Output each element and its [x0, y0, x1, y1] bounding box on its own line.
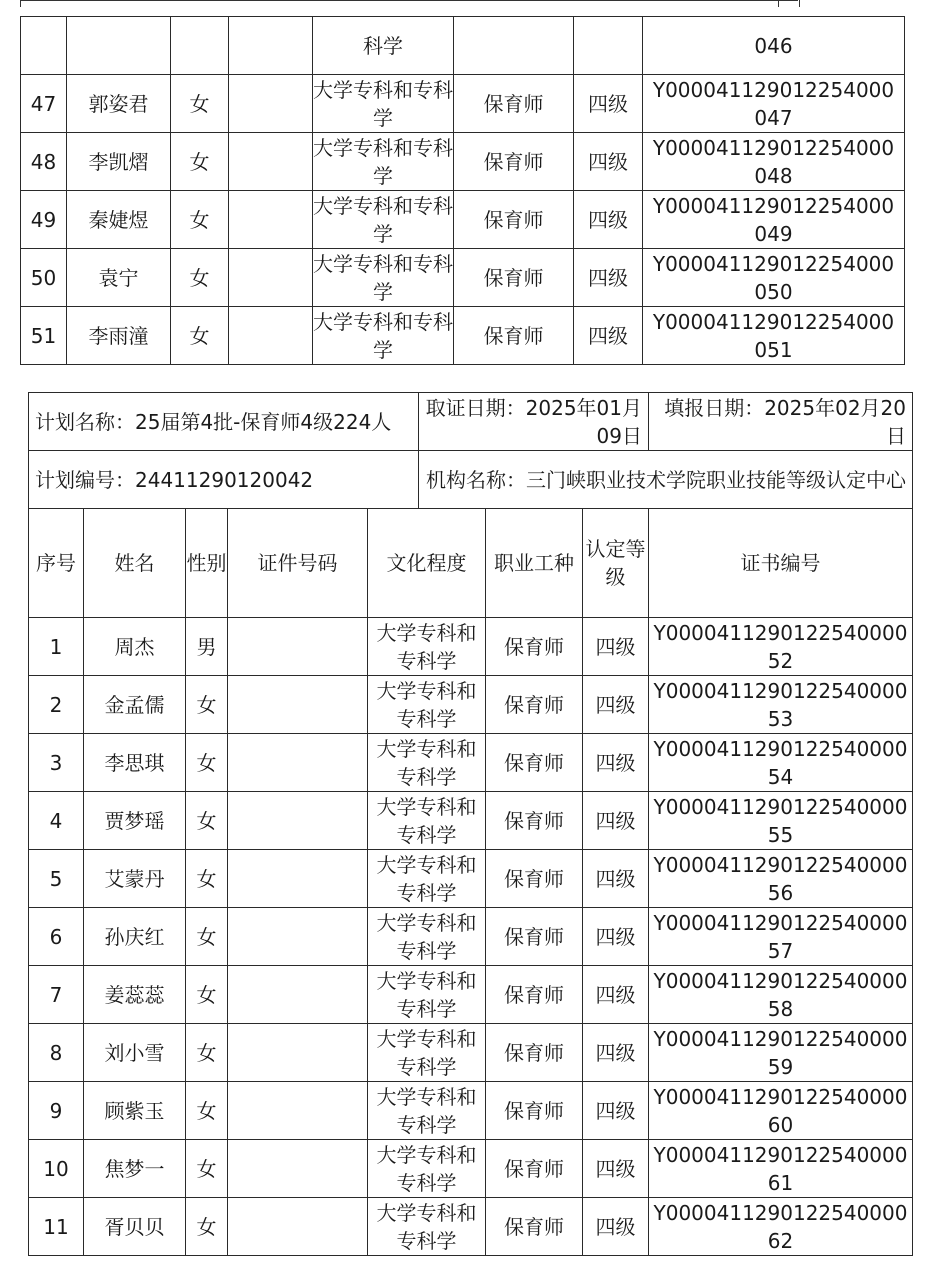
- level-cell: 四级: [574, 249, 643, 307]
- occupation-cell: 保育师: [486, 908, 583, 966]
- id-number-cell: [228, 1198, 368, 1256]
- certificate-number-cell: [649, 850, 913, 908]
- level-cell: 四级: [574, 75, 643, 133]
- education-cell: 大学专科和专科学: [368, 1140, 486, 1198]
- gender-cell: 女: [186, 850, 228, 908]
- certificate-number-cell: [643, 249, 905, 307]
- certificate-number-line2: 57: [767, 938, 794, 963]
- table-row: [29, 734, 913, 792]
- education-cell: 大学专科和专科学: [368, 618, 486, 676]
- certificate-number-line2: 62: [767, 1228, 794, 1253]
- level-cell: 四级: [583, 734, 649, 792]
- certificate-number-line1: Y000041129012254000: [652, 251, 895, 276]
- level-cell: 四级: [583, 1024, 649, 1082]
- organization-name: 机构名称：三门峡职业技术学院职业技能等级认定中心: [419, 451, 913, 509]
- occupation-cell: 保育师: [486, 850, 583, 908]
- col-header-name: 姓名: [84, 509, 186, 618]
- name-cell: 李思琪: [84, 734, 186, 792]
- occupation-cell: 保育师: [454, 249, 574, 307]
- certificate-number-line2: 53: [767, 706, 794, 731]
- occupation-cell: 保育师: [454, 133, 574, 191]
- certificate-number-cell: [649, 792, 913, 850]
- certificate-number-cell: [649, 734, 913, 792]
- table-row: [29, 1140, 913, 1198]
- certificate-number-cell: [643, 307, 905, 365]
- seq-cell: 47: [21, 75, 67, 133]
- id-number-cell: [228, 792, 368, 850]
- id-number-cell: [229, 191, 313, 249]
- certificate-number-line1: Y0000411290122540000: [653, 1084, 908, 1109]
- certificate-number-cell: [649, 908, 913, 966]
- name-cell: 袁宁: [67, 249, 171, 307]
- education-cell: 大学专科和专科学: [368, 850, 486, 908]
- occupation-cell: 保育师: [486, 966, 583, 1024]
- certificate-number-cell: [649, 966, 913, 1024]
- seq-cell: 9: [29, 1082, 84, 1140]
- seq-cell: 7: [29, 966, 84, 1024]
- seq-cell: 4: [29, 792, 84, 850]
- education-cell: 大学专科和专科学: [368, 734, 486, 792]
- table-row: [21, 133, 905, 191]
- col-header-education: 文化程度: [368, 509, 486, 618]
- certificate-number-cell: [649, 1082, 913, 1140]
- certificate-number-line1: Y0000411290122540000: [653, 910, 908, 935]
- id-number-cell: [228, 734, 368, 792]
- gender-cell: 女: [171, 249, 229, 307]
- level-cell: 四级: [583, 966, 649, 1024]
- certificate-number-line2: 049: [754, 221, 793, 246]
- seq-cell: 8: [29, 1024, 84, 1082]
- gender-cell: 女: [186, 966, 228, 1024]
- certificate-number-cell: [649, 618, 913, 676]
- education-cell: 大学专科和专科学: [368, 908, 486, 966]
- level-cell: 四级: [583, 1082, 649, 1140]
- name-cell: 郭姿君: [67, 75, 171, 133]
- seq-cell: 3: [29, 734, 84, 792]
- id-number-cell: [228, 908, 368, 966]
- certificate-number-line1: Y0000411290122540000: [653, 794, 908, 819]
- seq-cell: 2: [29, 676, 84, 734]
- issue-date: 取证日期：2025年01月09日: [419, 393, 649, 451]
- education-cell: 大学专科和专科学: [313, 133, 454, 191]
- occupation-cell: [454, 17, 574, 75]
- col-header-occupation: 职业工种: [486, 509, 583, 618]
- occupation-cell: 保育师: [454, 75, 574, 133]
- id-number-cell: [228, 850, 368, 908]
- id-number-cell: [228, 1082, 368, 1140]
- certificate-number-line2: 051: [754, 337, 793, 362]
- col-header-id-number: 证件号码: [228, 509, 368, 618]
- gender-cell: 女: [171, 75, 229, 133]
- occupation-cell: 保育师: [486, 618, 583, 676]
- name-cell: 胥贝贝: [84, 1198, 186, 1256]
- col-header-level: 认定等级: [583, 509, 649, 618]
- certificate-number-cell: [643, 75, 905, 133]
- name-cell: 焦梦一: [84, 1140, 186, 1198]
- id-number-cell: [229, 307, 313, 365]
- level-cell: 四级: [583, 1140, 649, 1198]
- certificate-number-line2: 048: [754, 163, 793, 188]
- level-cell: 四级: [574, 133, 643, 191]
- table-row: [29, 618, 913, 676]
- occupation-cell: 保育师: [486, 1024, 583, 1082]
- seq-cell: [21, 17, 67, 75]
- education-cell: 大学专科和专科学: [368, 1024, 486, 1082]
- education-cell: 大学专科和专科学: [313, 307, 454, 365]
- education-cell: 科学: [313, 17, 454, 75]
- seq-cell: 48: [21, 133, 67, 191]
- certificate-number-line1: Y0000411290122540000: [653, 678, 908, 703]
- certificate-number-line1: Y000041129012254000: [652, 135, 895, 160]
- seq-cell: 11: [29, 1198, 84, 1256]
- id-number-cell: [228, 1024, 368, 1082]
- gender-cell: 女: [186, 1024, 228, 1082]
- name-cell: 顾紫玉: [84, 1082, 186, 1140]
- report-date: 填报日期：2025年02月20日: [649, 393, 913, 451]
- gender-cell: 女: [171, 307, 229, 365]
- name-cell: 贾梦瑶: [84, 792, 186, 850]
- certificate-number-line1: Y000041129012254000: [652, 193, 895, 218]
- name-cell: [67, 17, 171, 75]
- education-cell: 大学专科和专科学: [368, 1198, 486, 1256]
- certificate-number-line1: Y0000411290122540000: [653, 1142, 908, 1167]
- certificate-number-line1: Y0000411290122540000: [653, 736, 908, 761]
- table-row: [29, 850, 913, 908]
- table-row: [29, 908, 913, 966]
- table-row: [29, 792, 913, 850]
- seq-cell: 6: [29, 908, 84, 966]
- certificate-number-line2: 58: [767, 996, 794, 1021]
- name-cell: 艾蒙丹: [84, 850, 186, 908]
- id-number-cell: [228, 618, 368, 676]
- level-cell: 四级: [583, 676, 649, 734]
- level-cell: [574, 17, 643, 75]
- level-cell: 四级: [574, 307, 643, 365]
- occupation-cell: 保育师: [486, 792, 583, 850]
- table-header-row: [29, 509, 913, 618]
- roster-table-continued: [20, 16, 905, 365]
- certificate-number-cell: [649, 1140, 913, 1198]
- gender-cell: 女: [186, 908, 228, 966]
- plan-name: 计划名称：25届第4批-保育师4级224人: [29, 393, 419, 451]
- col-header-certificate-number: 证书编号: [649, 509, 913, 618]
- name-cell: 李凯熠: [67, 133, 171, 191]
- name-cell: 孙庆红: [84, 908, 186, 966]
- table-row: [21, 17, 905, 75]
- certificate-number-cell: [649, 676, 913, 734]
- gender-cell: 女: [186, 1082, 228, 1140]
- col-header-gender: 性别: [186, 509, 228, 618]
- occupation-cell: 保育师: [486, 1082, 583, 1140]
- certificate-number-cell: [643, 17, 905, 75]
- level-cell: 四级: [574, 191, 643, 249]
- table-row: [29, 676, 913, 734]
- gender-cell: 女: [171, 133, 229, 191]
- level-cell: 四级: [583, 850, 649, 908]
- education-cell: 大学专科和专科学: [313, 249, 454, 307]
- education-cell: 大学专科和专科学: [368, 792, 486, 850]
- gender-cell: 女: [186, 792, 228, 850]
- table-row: [29, 966, 913, 1024]
- id-number-cell: [228, 966, 368, 1024]
- name-cell: 秦婕煜: [67, 191, 171, 249]
- certificate-number-line2: 60: [767, 1112, 794, 1137]
- table-row: [29, 1024, 913, 1082]
- seq-cell: 1: [29, 618, 84, 676]
- occupation-cell: 保育师: [486, 734, 583, 792]
- id-number-cell: [228, 676, 368, 734]
- certificate-number-line2: 59: [767, 1054, 794, 1079]
- gender-cell: 女: [186, 734, 228, 792]
- certificate-number-line1: Y00004112901225400​0: [652, 77, 895, 102]
- name-cell: 周杰: [84, 618, 186, 676]
- previous-page-edge: [20, 0, 930, 7]
- certificate-number-line2: 046: [754, 33, 793, 58]
- education-cell: 大学专科和专科学: [313, 75, 454, 133]
- certificate-number-line1: Y0000411290122540000: [653, 1026, 908, 1051]
- certificate-number-line1: Y0000411290122540000: [653, 1200, 908, 1225]
- id-number-cell: [229, 17, 313, 75]
- level-cell: 四级: [583, 618, 649, 676]
- education-cell: 大学专科和专科学: [368, 966, 486, 1024]
- gender-cell: 女: [186, 1198, 228, 1256]
- gender-cell: 女: [186, 676, 228, 734]
- id-number-cell: [229, 249, 313, 307]
- level-cell: 四级: [583, 1198, 649, 1256]
- table-row: [29, 1198, 913, 1256]
- gender-cell: 女: [186, 1140, 228, 1198]
- id-number-cell: [229, 75, 313, 133]
- occupation-cell: 保育师: [454, 307, 574, 365]
- certificate-number-cell: [649, 1198, 913, 1256]
- certificate-number-line2: 61: [767, 1170, 794, 1195]
- col-header-seq: 序号: [29, 509, 84, 618]
- certificate-number-line1: Y0000411290122540000: [653, 968, 908, 993]
- occupation-cell: 保育师: [486, 1140, 583, 1198]
- certificate-number-line2: 54: [767, 764, 794, 789]
- seq-cell: 50: [21, 249, 67, 307]
- occupation-cell: 保育师: [486, 676, 583, 734]
- education-cell: 大学专科和专科学: [368, 1082, 486, 1140]
- certificate-number-line2: 050: [754, 279, 793, 304]
- seq-cell: 49: [21, 191, 67, 249]
- gender-cell: 女: [171, 191, 229, 249]
- education-cell: 大学专科和专科学: [368, 676, 486, 734]
- table-row: [21, 307, 905, 365]
- table-row: [21, 249, 905, 307]
- gender-cell: [171, 17, 229, 75]
- plan-number: 计划编号：24411290120042: [29, 451, 419, 509]
- certificate-number-cell: [649, 1024, 913, 1082]
- certificate-number-line2: 047: [754, 105, 793, 130]
- certificate-number-cell: [643, 191, 905, 249]
- table-row: [21, 75, 905, 133]
- certificate-number-line1: Y0000411290122540000: [653, 852, 908, 877]
- id-number-cell: [229, 133, 313, 191]
- level-cell: 四级: [583, 792, 649, 850]
- name-cell: 李雨潼: [67, 307, 171, 365]
- table-row: [29, 1082, 913, 1140]
- occupation-cell: 保育师: [486, 1198, 583, 1256]
- seq-cell: 10: [29, 1140, 84, 1198]
- id-number-cell: [228, 1140, 368, 1198]
- name-cell: 金孟儒: [84, 676, 186, 734]
- certificate-number-line1: Y0000411290122540000: [653, 620, 908, 645]
- certificate-number-line2: 52: [767, 648, 794, 673]
- certificate-number-cell: [643, 133, 905, 191]
- certificate-number-line1: Y000041129012254000: [652, 309, 895, 334]
- education-cell: 大学专科和专科学: [313, 191, 454, 249]
- seq-cell: 5: [29, 850, 84, 908]
- name-cell: 刘小雪: [84, 1024, 186, 1082]
- name-cell: 姜蕊蕊: [84, 966, 186, 1024]
- level-cell: 四级: [583, 908, 649, 966]
- certificate-number-line2: 56: [767, 880, 794, 905]
- certificate-number-line2: 55: [767, 822, 794, 847]
- table-row: [21, 191, 905, 249]
- gender-cell: 男: [186, 618, 228, 676]
- seq-cell: 51: [21, 307, 67, 365]
- plan-info-table: [28, 392, 913, 509]
- occupation-cell: 保育师: [454, 191, 574, 249]
- roster-table: [28, 508, 913, 1256]
